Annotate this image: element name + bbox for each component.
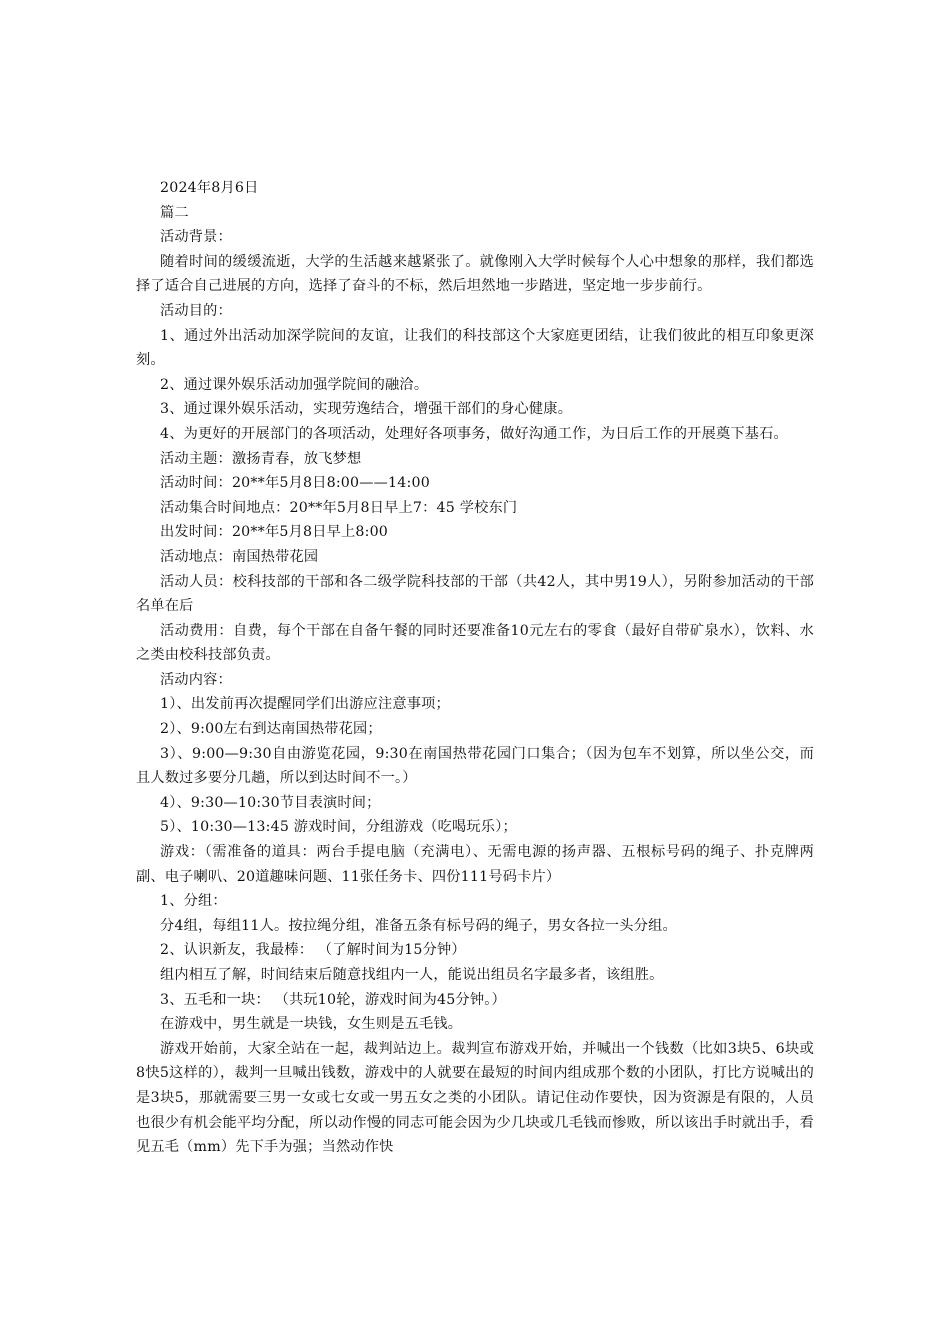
background-text: 随着时间的缓缓流逝，大学的生活越来越紧张了。就像刚入大学时候每个人心中想象的那样，我们都选择了适合自己进展的方向，选择了奋斗的不标，然后坦然地一步踏进，坚定地一步步前行。 [136,253,814,295]
game-3-title: 3、五毛和一块： （共玩10轮，游戏时间为45分钟。） [160,991,506,1008]
date-line: 2024年8月6日 [160,180,259,196]
schedule-item-1: 1）、出发前再次提醒同学们出游应注意事项； [160,696,450,713]
game-2-title: 2、认识新友，我最棒： （了解时间为15分钟） [160,942,466,959]
document-body [136,176,814,1160]
schedule-item-5: 5）、10:30—13:45 游戏时间，分组游戏（吃喝玩乐）； [160,819,517,836]
game-2-text: 组内相互了解，时间结束后随意找组内一人，能说出组员名字最多者，该组胜。 [160,967,664,983]
game-1-title: 1、分组： [160,893,227,910]
purpose-item-2: 2、通过课外娱乐活动加强学院间的融洽。 [160,376,429,393]
background-heading: 活动背景： [160,229,232,246]
departure-line: 出发时间：20**年5月8日早上8:00 [160,524,389,541]
game-3-rule: 在游戏中，男生就是一块钱，女生则是五毛钱。 [160,1016,463,1033]
cost-line: 活动费用：自费，每个干部在自备午餐的同时还要准备10元左右的零食（最好自带矿泉水），饮料、水之类由校科技部负责。 [136,622,814,664]
theme-line: 活动主题：激扬青春，放飞梦想 [160,450,362,467]
location-line: 活动地点：南国热带花园 [160,548,319,565]
schedule-item-2: 2）、9:00左右到达南国热带花园； [160,721,382,738]
purpose-item-1: 1、通过外出活动加深学院间的友谊，让我们的科技部这个大家庭更团结，让我们彼此的相互印象更深刻。 [136,327,814,369]
meeting-line: 活动集合时间地点：20**年5月8日早上7：45 学校东门 [160,499,518,516]
games-intro: 游戏：（需准备的道具：两台手提电脑（充满电）、无需电源的扬声器、五根标号码的绳子、扑克牌两副、电子喇叭、20道趣味问题、11张任务卡、四份111号码卡片） [136,844,814,885]
content-heading: 活动内容： [160,671,232,688]
purpose-item-4: 4、为更好的开展部门的各项活动，处理好各项事务，做好沟通工作，为日后工作的开展奠下基石。 [160,425,788,442]
purpose-heading: 活动目的： [160,302,232,319]
section-heading: 篇二 [160,204,189,221]
game-3-text: 游戏开始前，大家全站在一起，裁判站边上。裁判宣布游戏开始，并喊出一个钱数（比如3块5、6块或8快5这样的），裁判一旦喊出钱数，游戏中的人就要在最短的时间内组成那个数的小团队，打比方说喊出的是3块5，那就需要三男一女或七女或一男五女之类的小团队。请记住动作要快，因为资源是有限的，人员也很少有机会能平均分配，所以动作慢的同志可能会因为少几块或几毛钱而惨败，所以该出手时就出手，看见五毛（mm）先下手为强；当然动作快 [136,1040,814,1156]
schedule-item-4: 4）、9:30—10:30节目表演时间； [160,794,381,811]
schedule-item-3: 3）、9:00—9:30自由游览花园，9:30在南国热带花园门口集合；（因为包车不划算，所以坐公交，而且人数过多要分几趟，所以到达时间不一。） [136,745,814,787]
purpose-item-3: 3、通过课外娱乐活动，实现劳逸结合，增强干部们的身心健康。 [160,401,573,418]
time-line: 活动时间：20**年5月8日8:00——14:00 [160,475,430,492]
participants-line: 活动人员：校科技部的干部和各二级学院科技部的干部（共42人，其中男19人），另附参加活动的干部名单在后 [136,573,814,615]
game-1-text: 分4组，每组11人。按拉绳分组，准备五条有标号码的绳子，男女各拉一头分组。 [160,917,677,934]
